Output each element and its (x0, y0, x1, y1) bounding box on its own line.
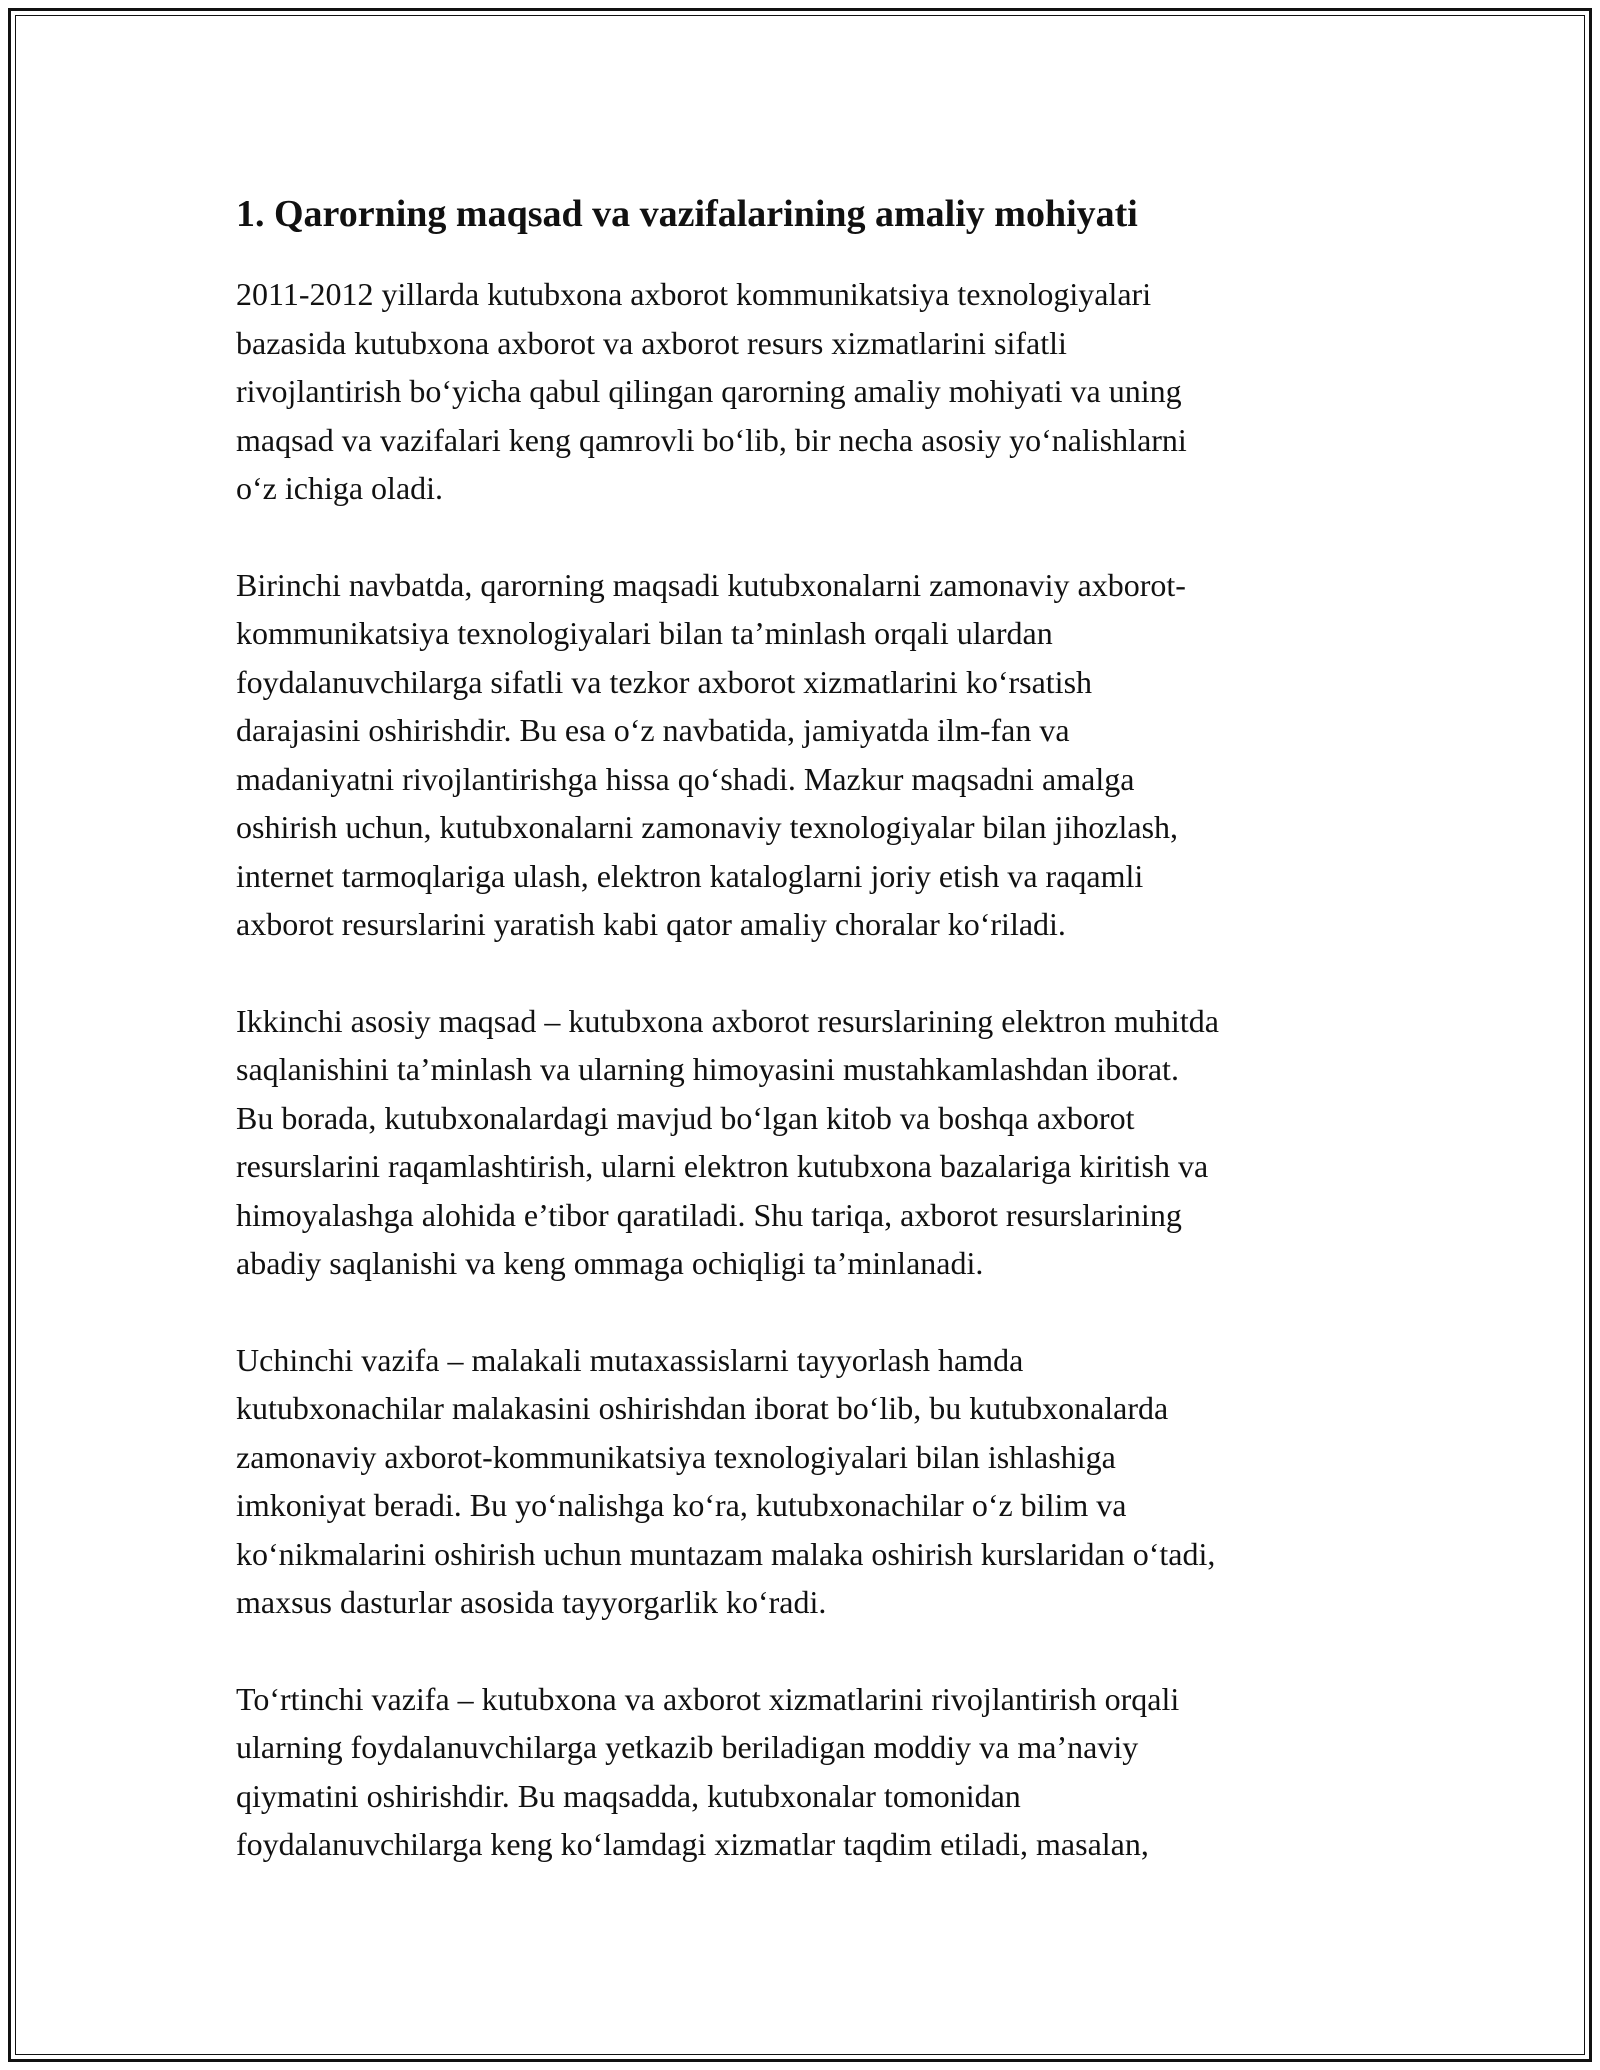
paragraph (236, 1675, 1386, 1869)
text-line: saqlanishini ta’minlash va ularning himoyasini mustahkamlashdan iborat. (236, 1051, 1179, 1087)
text-line: resurslarini raqamlashtirish, ularni elektron kutubxona bazalariga kiritish va (236, 1148, 1209, 1184)
text-line: himoyalashga alohida e’tibor qaratiladi. Shu tariqa, axborot resurslarining (236, 1196, 1182, 1233)
text-line: darajasini oshirishdir. Bu esa o‘z navbatida, jamiyatda ilm-fan va (236, 712, 1070, 748)
text-line: rivojlantirish bo‘yicha qabul qilingan qarorning amaliy mohiyati va uning (236, 373, 1182, 409)
text-line: qiymatini oshirishdir. Bu maqsadda, kutubxonalar tomonidan (236, 1777, 1021, 1814)
text-line: 2011-2012 yillarda kutubxona axborot kommunikatsiya texnologiyalari (236, 276, 1152, 312)
text-line: internet tarmoqlariga ulash, elektron kataloglarni joriy etish va raqamli (236, 857, 1144, 894)
text-line: Ikkinchi asosiy maqsad – kutubxona axborot resurslarining elektron muhitda (236, 1002, 1219, 1039)
text-line: zamonaviy axborot-kommunikatsiya texnologiyalari bilan ishlashiga (236, 1438, 1116, 1475)
paragraph (236, 997, 1386, 1288)
text-line: ko‘nikmalarini oshirish uchun muntazam malaka oshirish kurslaridan o‘tadi, (236, 1535, 1216, 1572)
text-line: To‘rtinchi vazifa – kutubxona va axborot xizmatlarini rivojlantirish orqali (236, 1680, 1180, 1717)
text-line: maxsus dasturlar asosida tayyorgarlik ko‘radi. (236, 1584, 827, 1620)
paragraph-list (236, 270, 1386, 1869)
text-line: abadiy saqlanishi va keng ommaga ochiqligi ta’minlanadi. (236, 1245, 984, 1281)
text-line: Uchinchi vazifa – malakali mutaxassislarni tayyorlash hamda (236, 1341, 1024, 1378)
paragraph (236, 561, 1386, 949)
text-line: oshirish uchun, kutubxonalarni zamonaviy texnologiyalar bilan jihozlash, (236, 809, 1179, 845)
text-line: madaniyatni rivojlantirishga hissa qo‘shadi. Mazkur maqsadni amalga (236, 760, 1135, 797)
text-line: axborot resurslarini yaratish kabi qator amaliy choralar ko‘riladi. (236, 906, 1066, 942)
text-line: imkoniyat beradi. Bu yo‘nalishga ko‘ra, kutubxonachilar o‘z bilim va (236, 1487, 1127, 1523)
text-line: foydalanuvchilarga sifatli va tezkor axborot xizmatlarini ko‘rsatish (236, 663, 1093, 700)
text-line: o‘z ichiga oladi. (236, 470, 444, 506)
text-line: kutubxonachilar malakasini oshirishdan iborat bo‘lib, bu kutubxonalarda (236, 1390, 1169, 1426)
text-line: foydalanuvchilarga keng ko‘lamdagi xizmatlar taqdim etiladi, masalan, (236, 1826, 1149, 1862)
text-line: ularning foydalanuvchilarga yetkazib beriladigan moddiy va ma’naviy (236, 1729, 1139, 1765)
paragraph (236, 270, 1386, 513)
text-line: kommunikatsiya texnologiyalari bilan ta’minlash orqali ulardan (236, 615, 1053, 651)
text-line: bazasida kutubxona axborot va axborot resurs xizmatlarini sifatli (236, 324, 1067, 361)
text-line: Bu borada, kutubxonalardagi mavjud bo‘lgan kitob va boshqa axborot (236, 1099, 1135, 1136)
paragraph (236, 1336, 1386, 1627)
text-line: Birinchi navbatda, qarorning maqsadi kutubxonalarni zamonaviy axborot- (236, 566, 1186, 603)
document-body (236, 186, 1386, 1917)
section-heading: 1. Qarorning maqsad va vazifalarining amaliy mohiyati (236, 193, 1138, 235)
text-line: maqsad va vazifalari keng qamrovli bo‘lib, bir necha asosiy yo‘nalishlarni (236, 421, 1187, 458)
